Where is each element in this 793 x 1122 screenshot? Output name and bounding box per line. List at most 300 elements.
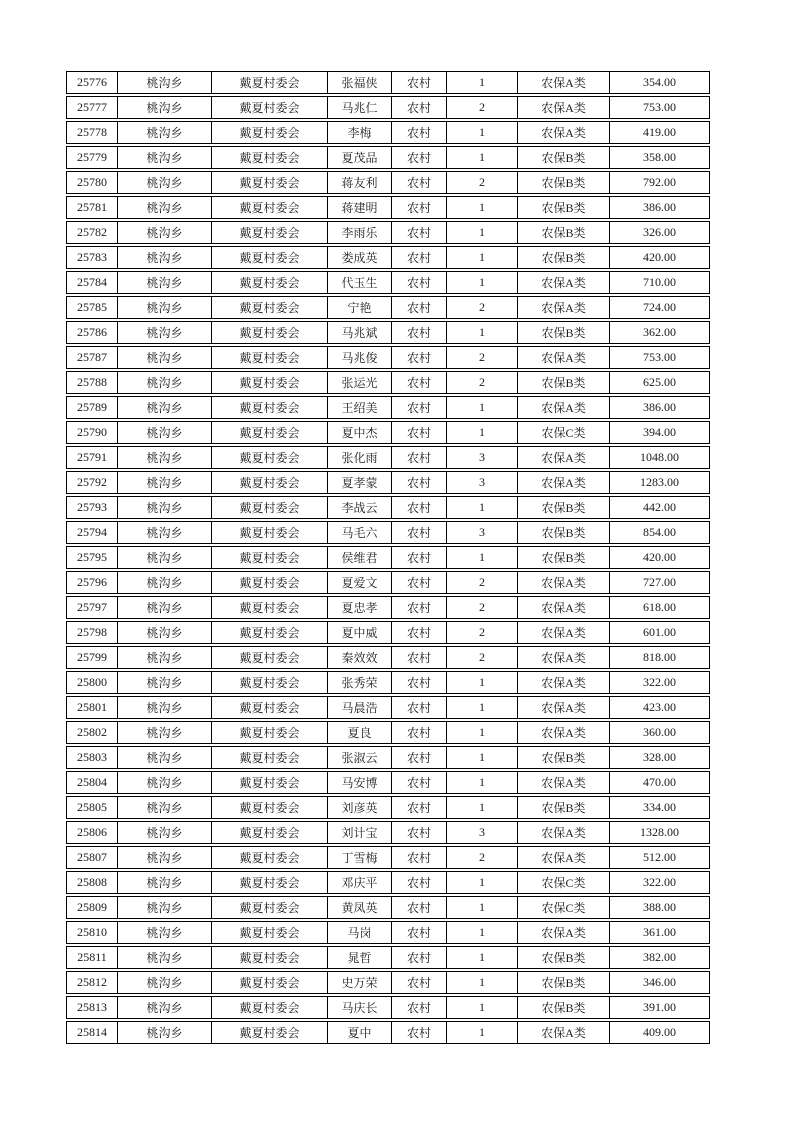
table-row	[66, 321, 710, 344]
cell-village-committee: 戴夏村委会	[212, 846, 328, 869]
cell-person-count: 1	[447, 896, 518, 919]
cell-village-committee: 戴夏村委会	[212, 471, 328, 494]
cell-township: 桃沟乡	[118, 946, 212, 969]
cell-township: 桃沟乡	[118, 871, 212, 894]
cell-serial-number: 25793	[66, 496, 118, 519]
table-row	[66, 496, 710, 519]
table-row	[66, 621, 710, 644]
table-row	[66, 571, 710, 594]
cell-village-committee: 戴夏村委会	[212, 1021, 328, 1044]
cell-person-name: 夏忠孝	[328, 596, 392, 619]
cell-person-name: 李战云	[328, 496, 392, 519]
cell-person-name: 夏中	[328, 1021, 392, 1044]
cell-township: 桃沟乡	[118, 1021, 212, 1044]
table-row	[66, 71, 710, 94]
cell-serial-number: 25797	[66, 596, 118, 619]
cell-person-count: 1	[447, 1021, 518, 1044]
cell-person-count: 3	[447, 821, 518, 844]
cell-amount: 818.00	[610, 646, 710, 669]
cell-insurance-category: 农保A类	[518, 571, 610, 594]
cell-township: 桃沟乡	[118, 421, 212, 444]
cell-village-committee: 戴夏村委会	[212, 296, 328, 319]
cell-residence-type: 农村	[392, 396, 447, 419]
cell-amount: 423.00	[610, 696, 710, 719]
cell-person-count: 1	[447, 971, 518, 994]
pension-roster-table	[66, 69, 710, 1046]
table-row	[66, 771, 710, 794]
table-row	[66, 821, 710, 844]
cell-person-name: 马岗	[328, 921, 392, 944]
cell-residence-type: 农村	[392, 1021, 447, 1044]
cell-residence-type: 农村	[392, 171, 447, 194]
cell-village-committee: 戴夏村委会	[212, 646, 328, 669]
cell-residence-type: 农村	[392, 746, 447, 769]
cell-township: 桃沟乡	[118, 721, 212, 744]
cell-serial-number: 25783	[66, 246, 118, 269]
cell-residence-type: 农村	[392, 596, 447, 619]
cell-serial-number: 25782	[66, 221, 118, 244]
cell-insurance-category: 农保A类	[518, 696, 610, 719]
cell-person-name: 夏中威	[328, 621, 392, 644]
cell-person-count: 2	[447, 646, 518, 669]
cell-township: 桃沟乡	[118, 571, 212, 594]
cell-township: 桃沟乡	[118, 971, 212, 994]
cell-village-committee: 戴夏村委会	[212, 496, 328, 519]
cell-serial-number: 25781	[66, 196, 118, 219]
cell-insurance-category: 农保B类	[518, 146, 610, 169]
cell-residence-type: 农村	[392, 196, 447, 219]
cell-person-name: 夏良	[328, 721, 392, 744]
cell-person-count: 1	[447, 421, 518, 444]
cell-village-committee: 戴夏村委会	[212, 771, 328, 794]
table-row	[66, 446, 710, 469]
cell-insurance-category: 农保A类	[518, 646, 610, 669]
cell-person-name: 秦效效	[328, 646, 392, 669]
cell-serial-number: 25810	[66, 921, 118, 944]
cell-residence-type: 农村	[392, 546, 447, 569]
cell-person-name: 史万荣	[328, 971, 392, 994]
cell-serial-number: 25799	[66, 646, 118, 669]
cell-person-count: 1	[447, 671, 518, 694]
cell-residence-type: 农村	[392, 946, 447, 969]
cell-residence-type: 农村	[392, 446, 447, 469]
cell-person-count: 3	[447, 446, 518, 469]
cell-village-committee: 戴夏村委会	[212, 346, 328, 369]
table-row	[66, 171, 710, 194]
cell-amount: 420.00	[610, 246, 710, 269]
cell-person-name: 宁艳	[328, 296, 392, 319]
cell-person-name: 蒋建明	[328, 196, 392, 219]
table-row	[66, 846, 710, 869]
cell-insurance-category: 农保A类	[518, 771, 610, 794]
cell-village-committee: 戴夏村委会	[212, 571, 328, 594]
cell-township: 桃沟乡	[118, 696, 212, 719]
cell-serial-number: 25809	[66, 896, 118, 919]
cell-residence-type: 农村	[392, 121, 447, 144]
cell-township: 桃沟乡	[118, 321, 212, 344]
cell-township: 桃沟乡	[118, 296, 212, 319]
cell-amount: 391.00	[610, 996, 710, 1019]
cell-person-count: 1	[447, 721, 518, 744]
cell-residence-type: 农村	[392, 821, 447, 844]
cell-amount: 625.00	[610, 371, 710, 394]
cell-insurance-category: 农保B类	[518, 746, 610, 769]
cell-serial-number: 25791	[66, 446, 118, 469]
cell-township: 桃沟乡	[118, 821, 212, 844]
cell-person-name: 李雨乐	[328, 221, 392, 244]
cell-insurance-category: 农保C类	[518, 421, 610, 444]
cell-serial-number: 25788	[66, 371, 118, 394]
cell-insurance-category: 农保A类	[518, 921, 610, 944]
cell-person-name: 夏中杰	[328, 421, 392, 444]
table-row	[66, 921, 710, 944]
cell-person-name: 马安博	[328, 771, 392, 794]
cell-residence-type: 农村	[392, 321, 447, 344]
table-row	[66, 696, 710, 719]
cell-residence-type: 农村	[392, 871, 447, 894]
cell-person-count: 1	[447, 946, 518, 969]
cell-person-name: 刘计宝	[328, 821, 392, 844]
table-body	[66, 71, 710, 1044]
cell-person-count: 1	[447, 771, 518, 794]
cell-person-name: 张秀荣	[328, 671, 392, 694]
cell-person-count: 2	[447, 571, 518, 594]
cell-person-count: 1	[447, 996, 518, 1019]
table-row	[66, 296, 710, 319]
cell-insurance-category: 农保A类	[518, 671, 610, 694]
cell-township: 桃沟乡	[118, 596, 212, 619]
cell-serial-number: 25796	[66, 571, 118, 594]
cell-insurance-category: 农保C类	[518, 871, 610, 894]
cell-residence-type: 农村	[392, 421, 447, 444]
cell-township: 桃沟乡	[118, 921, 212, 944]
cell-serial-number: 25790	[66, 421, 118, 444]
cell-village-committee: 戴夏村委会	[212, 146, 328, 169]
table-row	[66, 646, 710, 669]
cell-person-count: 1	[447, 246, 518, 269]
cell-person-name: 夏爱文	[328, 571, 392, 594]
cell-amount: 724.00	[610, 296, 710, 319]
cell-insurance-category: 农保B类	[518, 996, 610, 1019]
cell-amount: 727.00	[610, 571, 710, 594]
cell-residence-type: 农村	[392, 971, 447, 994]
cell-serial-number: 25778	[66, 121, 118, 144]
cell-village-committee: 戴夏村委会	[212, 996, 328, 1019]
table-row	[66, 746, 710, 769]
cell-township: 桃沟乡	[118, 71, 212, 94]
cell-person-count: 1	[447, 746, 518, 769]
cell-insurance-category: 农保A类	[518, 121, 610, 144]
cell-township: 桃沟乡	[118, 96, 212, 119]
table-row	[66, 421, 710, 444]
cell-insurance-category: 农保A类	[518, 596, 610, 619]
cell-township: 桃沟乡	[118, 271, 212, 294]
cell-village-committee: 戴夏村委会	[212, 971, 328, 994]
table-row	[66, 521, 710, 544]
cell-person-name: 夏茂品	[328, 146, 392, 169]
cell-insurance-category: 农保A类	[518, 1021, 610, 1044]
cell-insurance-category: 农保B类	[518, 496, 610, 519]
cell-serial-number: 25808	[66, 871, 118, 894]
cell-person-name: 张化雨	[328, 446, 392, 469]
cell-insurance-category: 农保B类	[518, 971, 610, 994]
cell-person-count: 1	[447, 271, 518, 294]
cell-insurance-category: 农保A类	[518, 471, 610, 494]
cell-township: 桃沟乡	[118, 496, 212, 519]
cell-person-name: 邓庆平	[328, 871, 392, 894]
table-row	[66, 471, 710, 494]
cell-township: 桃沟乡	[118, 246, 212, 269]
cell-village-committee: 戴夏村委会	[212, 121, 328, 144]
cell-insurance-category: 农保A类	[518, 96, 610, 119]
cell-amount: 382.00	[610, 946, 710, 969]
cell-person-name: 娄成英	[328, 246, 392, 269]
cell-village-committee: 戴夏村委会	[212, 796, 328, 819]
cell-amount: 470.00	[610, 771, 710, 794]
cell-township: 桃沟乡	[118, 646, 212, 669]
table-row	[66, 146, 710, 169]
cell-serial-number: 25792	[66, 471, 118, 494]
cell-village-committee: 戴夏村委会	[212, 96, 328, 119]
cell-township: 桃沟乡	[118, 846, 212, 869]
cell-person-count: 2	[447, 371, 518, 394]
table-row	[66, 1021, 710, 1044]
cell-residence-type: 农村	[392, 96, 447, 119]
cell-serial-number: 25800	[66, 671, 118, 694]
cell-residence-type: 农村	[392, 796, 447, 819]
cell-village-committee: 戴夏村委会	[212, 321, 328, 344]
cell-serial-number: 25780	[66, 171, 118, 194]
cell-residence-type: 农村	[392, 721, 447, 744]
cell-township: 桃沟乡	[118, 671, 212, 694]
cell-amount: 710.00	[610, 271, 710, 294]
cell-amount: 322.00	[610, 671, 710, 694]
cell-residence-type: 农村	[392, 921, 447, 944]
cell-village-committee: 戴夏村委会	[212, 246, 328, 269]
cell-insurance-category: 农保B类	[518, 321, 610, 344]
cell-serial-number: 25777	[66, 96, 118, 119]
cell-amount: 326.00	[610, 221, 710, 244]
cell-person-name: 侯维君	[328, 546, 392, 569]
cell-amount: 386.00	[610, 396, 710, 419]
cell-insurance-category: 农保B类	[518, 196, 610, 219]
cell-township: 桃沟乡	[118, 171, 212, 194]
cell-amount: 753.00	[610, 346, 710, 369]
table-row	[66, 871, 710, 894]
cell-residence-type: 农村	[392, 646, 447, 669]
cell-residence-type: 农村	[392, 896, 447, 919]
cell-amount: 328.00	[610, 746, 710, 769]
cell-village-committee: 戴夏村委会	[212, 271, 328, 294]
cell-amount: 854.00	[610, 521, 710, 544]
cell-amount: 394.00	[610, 421, 710, 444]
cell-serial-number: 25804	[66, 771, 118, 794]
cell-township: 桃沟乡	[118, 896, 212, 919]
table-row	[66, 996, 710, 1019]
cell-township: 桃沟乡	[118, 196, 212, 219]
cell-amount: 361.00	[610, 921, 710, 944]
cell-person-name: 晁哲	[328, 946, 392, 969]
cell-person-name: 马晨浩	[328, 696, 392, 719]
cell-village-committee: 戴夏村委会	[212, 421, 328, 444]
cell-insurance-category: 农保B类	[518, 246, 610, 269]
cell-person-count: 1	[447, 196, 518, 219]
cell-person-name: 刘彦英	[328, 796, 392, 819]
cell-township: 桃沟乡	[118, 371, 212, 394]
cell-person-count: 1	[447, 921, 518, 944]
cell-serial-number: 25785	[66, 296, 118, 319]
cell-serial-number: 25807	[66, 846, 118, 869]
cell-village-committee: 戴夏村委会	[212, 71, 328, 94]
cell-serial-number: 25806	[66, 821, 118, 844]
table-row	[66, 196, 710, 219]
cell-township: 桃沟乡	[118, 221, 212, 244]
cell-residence-type: 农村	[392, 246, 447, 269]
cell-amount: 409.00	[610, 1021, 710, 1044]
cell-serial-number: 25786	[66, 321, 118, 344]
cell-person-name: 张福侠	[328, 71, 392, 94]
table-row	[66, 971, 710, 994]
cell-person-count: 2	[447, 96, 518, 119]
cell-amount: 420.00	[610, 546, 710, 569]
cell-village-committee: 戴夏村委会	[212, 621, 328, 644]
cell-serial-number: 25784	[66, 271, 118, 294]
table-row	[66, 246, 710, 269]
cell-serial-number: 25814	[66, 1021, 118, 1044]
cell-serial-number: 25789	[66, 396, 118, 419]
cell-residence-type: 农村	[392, 621, 447, 644]
cell-residence-type: 农村	[392, 471, 447, 494]
cell-person-count: 1	[447, 396, 518, 419]
cell-amount: 354.00	[610, 71, 710, 94]
cell-amount: 419.00	[610, 121, 710, 144]
cell-person-name: 丁雪梅	[328, 846, 392, 869]
cell-person-name: 黄凤英	[328, 896, 392, 919]
table-row	[66, 96, 710, 119]
cell-residence-type: 农村	[392, 696, 447, 719]
cell-person-count: 1	[447, 871, 518, 894]
cell-person-count: 3	[447, 471, 518, 494]
cell-person-name: 李梅	[328, 121, 392, 144]
cell-insurance-category: 农保A类	[518, 821, 610, 844]
cell-village-committee: 戴夏村委会	[212, 171, 328, 194]
cell-serial-number: 25802	[66, 721, 118, 744]
cell-residence-type: 农村	[392, 846, 447, 869]
cell-township: 桃沟乡	[118, 346, 212, 369]
cell-village-committee: 戴夏村委会	[212, 896, 328, 919]
cell-village-committee: 戴夏村委会	[212, 371, 328, 394]
cell-person-name: 王绍美	[328, 396, 392, 419]
cell-person-count: 1	[447, 146, 518, 169]
cell-residence-type: 农村	[392, 221, 447, 244]
cell-residence-type: 农村	[392, 671, 447, 694]
cell-amount: 322.00	[610, 871, 710, 894]
cell-amount: 512.00	[610, 846, 710, 869]
cell-insurance-category: 农保A类	[518, 721, 610, 744]
cell-amount: 358.00	[610, 146, 710, 169]
cell-residence-type: 农村	[392, 296, 447, 319]
cell-person-count: 2	[447, 296, 518, 319]
cell-serial-number: 25787	[66, 346, 118, 369]
cell-village-committee: 戴夏村委会	[212, 546, 328, 569]
table-row	[66, 671, 710, 694]
cell-person-name: 马兆仁	[328, 96, 392, 119]
cell-residence-type: 农村	[392, 271, 447, 294]
cell-amount: 753.00	[610, 96, 710, 119]
cell-serial-number: 25794	[66, 521, 118, 544]
cell-township: 桃沟乡	[118, 771, 212, 794]
cell-township: 桃沟乡	[118, 746, 212, 769]
cell-residence-type: 农村	[392, 521, 447, 544]
cell-township: 桃沟乡	[118, 796, 212, 819]
cell-person-count: 1	[447, 121, 518, 144]
cell-village-committee: 戴夏村委会	[212, 396, 328, 419]
cell-person-count: 2	[447, 596, 518, 619]
cell-person-count: 1	[447, 221, 518, 244]
cell-amount: 346.00	[610, 971, 710, 994]
table-row	[66, 796, 710, 819]
table-row	[66, 396, 710, 419]
cell-village-committee: 戴夏村委会	[212, 821, 328, 844]
cell-township: 桃沟乡	[118, 621, 212, 644]
cell-residence-type: 农村	[392, 346, 447, 369]
cell-person-name: 夏孝蒙	[328, 471, 392, 494]
cell-insurance-category: 农保B类	[518, 946, 610, 969]
cell-person-count: 1	[447, 796, 518, 819]
cell-person-name: 代玉生	[328, 271, 392, 294]
cell-person-name: 马毛六	[328, 521, 392, 544]
cell-village-committee: 戴夏村委会	[212, 746, 328, 769]
cell-person-name: 张淑云	[328, 746, 392, 769]
cell-person-count: 3	[447, 521, 518, 544]
table-row	[66, 221, 710, 244]
table-row	[66, 896, 710, 919]
cell-village-committee: 戴夏村委会	[212, 696, 328, 719]
cell-township: 桃沟乡	[118, 446, 212, 469]
cell-serial-number: 25812	[66, 971, 118, 994]
table-row	[66, 121, 710, 144]
cell-residence-type: 农村	[392, 146, 447, 169]
cell-township: 桃沟乡	[118, 146, 212, 169]
table-row	[66, 721, 710, 744]
cell-residence-type: 农村	[392, 996, 447, 1019]
cell-village-committee: 戴夏村委会	[212, 521, 328, 544]
cell-person-count: 1	[447, 496, 518, 519]
cell-insurance-category: 农保A类	[518, 296, 610, 319]
cell-residence-type: 农村	[392, 771, 447, 794]
cell-village-committee: 戴夏村委会	[212, 596, 328, 619]
cell-insurance-category: 农保A类	[518, 846, 610, 869]
cell-insurance-category: 农保B类	[518, 221, 610, 244]
cell-village-committee: 戴夏村委会	[212, 871, 328, 894]
cell-serial-number: 25798	[66, 621, 118, 644]
cell-insurance-category: 农保A类	[518, 396, 610, 419]
cell-amount: 792.00	[610, 171, 710, 194]
cell-person-count: 2	[447, 346, 518, 369]
cell-township: 桃沟乡	[118, 396, 212, 419]
cell-village-committee: 戴夏村委会	[212, 946, 328, 969]
cell-amount: 334.00	[610, 796, 710, 819]
cell-person-name: 蒋友利	[328, 171, 392, 194]
cell-insurance-category: 农保C类	[518, 896, 610, 919]
cell-village-committee: 戴夏村委会	[212, 446, 328, 469]
cell-residence-type: 农村	[392, 571, 447, 594]
cell-person-name: 张运光	[328, 371, 392, 394]
cell-amount: 618.00	[610, 596, 710, 619]
cell-amount: 442.00	[610, 496, 710, 519]
table-row	[66, 546, 710, 569]
table-row	[66, 346, 710, 369]
